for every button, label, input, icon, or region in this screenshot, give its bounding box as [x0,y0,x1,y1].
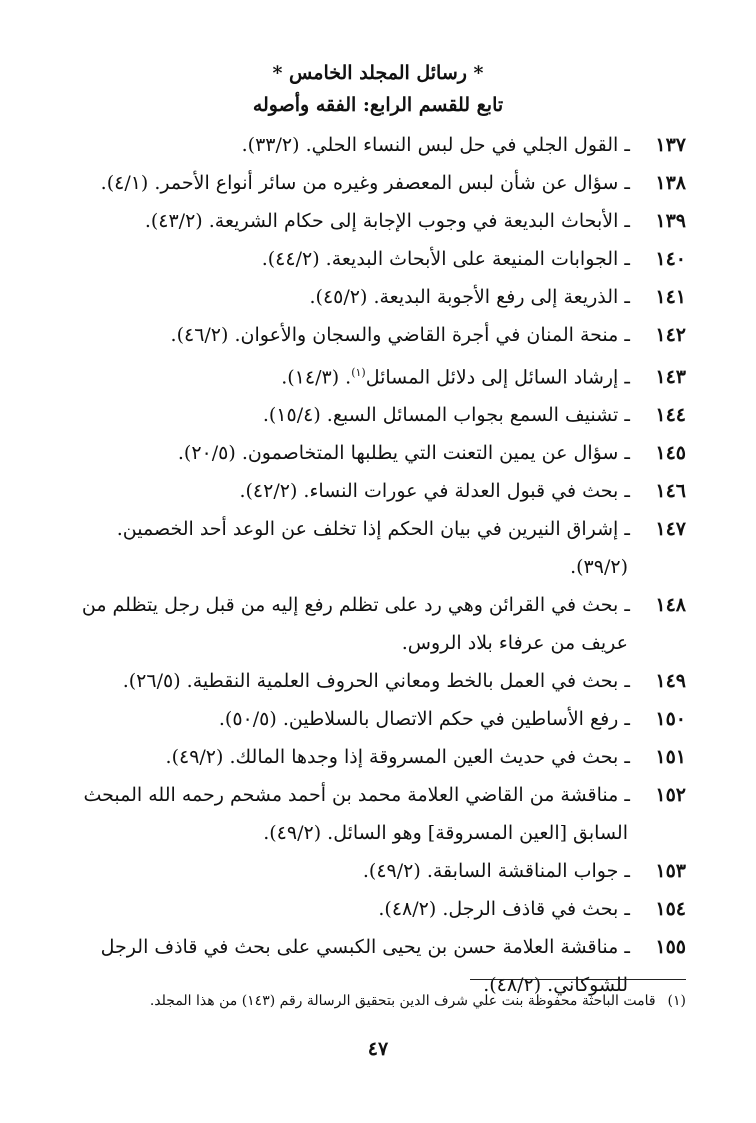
list-item: ١٣٧ ـ القول الجلي في حل لبس النساء الحلي. (٣٣/٢). [74,126,686,164]
entry-title: مناقشة من القاضي العلامة محمد بن أحمد مشحم رحمه الله المبحث السابق [العين المسروقة] وهو السائل. [83,784,628,845]
list-item: ١٥٤ ـ بحث في قاذف الرجل. (٤٨/٢). [74,890,686,928]
entry-title: القول الجلي في حل لبس النساء الحلي. [305,134,619,156]
entry-number: ١٣٩ [655,210,686,232]
volume-title: * رسائل المجلد الخامس * [272,62,484,84]
entry-title: بحث في قاذف الرجل. [442,898,619,921]
list-item: ١٤٣ ـ إرشاد السائل إلى دلائل المسائل$^{(١)}$. (١٤/٣). [74,354,686,396]
list-item: ١٤٢ ـ منحة المنان في أجرة القاضي والسجان والأعوان. (٤٦/٢). [74,316,686,354]
entry-number: ١٤٠ [655,248,686,270]
entry-reference: (٤٩/٢). [263,822,322,845]
entry-reference: (٤٣/٢). [144,210,203,232]
entry-title: منحة المنان في أجرة القاضي والسجان والأعوان. [234,324,619,346]
entry-number: ١٤٤ [655,404,686,427]
entry-number: ١٤١ [655,286,686,308]
footnote-marker: (١) [351,366,366,379]
entry-title: رفع الأساطين في حكم الاتصال بالسلاطين. [282,708,619,731]
entry-reference: (٤٥/٢). [309,286,368,308]
entry-title: بحث في العمل بالخط ومعاني الحروف العلمية النقطية. [186,670,619,693]
entry-reference: (١٥/٤). [262,404,321,427]
entry-number: ١٥٠ [655,708,686,731]
entry-number: ١٤٧ [655,518,686,541]
footnote-text: قامت الباحثة محفوظة بنت علي شرف الدين بتحقيق الرسالة رقم (١٤٣) من هذا المجلد. [149,993,656,1009]
entry-list [74,126,686,1004]
entry-number: ١٤٩ [655,670,686,693]
entry-number: ١٥١ [655,746,686,769]
list-item: ١٤١ ـ الذريعة إلى رفع الأجوبة البديعة. (٤٥/٢). [74,278,686,316]
entry-title: الأبحاث البديعة في وجوب الإجابة إلى حكام الشريعة. [208,210,619,232]
entry-number: ١٥٣ [655,860,686,883]
page-number: ٤٧ [367,1038,389,1060]
entry-reference: (٤٤/٢). [261,248,320,270]
list-item: ١٤٤ ـ تشنيف السمع بجواب المسائل السبع. (١٥/٤). [74,396,686,434]
entry-reference: (٢٠/٥). [177,442,236,465]
entry-reference: (٣٣/٢). [241,134,300,156]
entry-number: ١٥٥ [655,936,686,959]
entry-title: بحث في قبول العدلة في عورات النساء. [303,480,619,503]
list-item: ١٥١ ـ بحث في حديث العين المسروقة إذا وجدها المالك. (٤٩/٢). [74,738,686,776]
list-item: ١٣٨ ـ سؤال عن شأن لبس المعصفر وغيره من سائر أنواع الأحمر. (٤/١). [74,164,686,202]
entry-number: ١٤٢ [655,324,686,346]
entry-reference: (٢٦/٥). [122,670,181,693]
entry-reference: (٤٢/٢). [239,480,298,503]
section-subtitle: تابع للقسم الرابع: الفقه وأصوله [252,94,504,116]
entry-title: جواب المناقشة السابقة. [426,860,619,883]
entry-reference: (٤٩/٢). [362,860,421,883]
entry-number: ١٥٢ [655,784,686,807]
entry-number: ١٥٤ [655,898,686,921]
entry-reference: (٣٩/٢). [570,556,628,579]
entry-title: سؤال عن يمين التعنت التي يطلبها المتخاصمون. [241,442,619,465]
list-item: ١٤٧ ـ إشراق النيرين في بيان الحكم إذا تخلف عن الوعد أحد الخصمين. (٣٩/٢). [74,510,686,586]
list-item: ١٤٨ ـ بحث في القرائن وهي رد على تظلم رفع إليه من قبل رجل يتظلم من عريف من عرفاء بلاد الروس. [74,586,686,662]
entry-number: ١٣٧ [655,134,686,156]
entry-reference: (٤٦/٢). [170,324,229,346]
entry-reference: (٤٩/٢). [165,746,224,769]
list-item: ١٣٩ ـ الأبحاث البديعة في وجوب الإجابة إلى حكام الشريعة. (٤٣/٢). [74,202,686,240]
entry-reference: . (١٤/٣). [281,366,352,389]
entry-title: إشراق النيرين في بيان الحكم إذا تخلف عن الوعد أحد الخصمين. [116,518,619,541]
entry-number: ١٤٨ [655,594,686,617]
entry-title: سؤال عن شأن لبس المعصفر وغيره من سائر أنواع الأحمر. [154,172,619,194]
list-item: ١٥٥ ـ مناقشة العلامة حسن بن يحيى الكبسي على بحث في قاذف الرجل للشوكاني. (٤٨/٢). [74,928,686,1004]
entry-title: إرشاد السائل إلى دلائل المسائل [365,366,619,389]
entry-reference: (٥٠/٥). [218,708,277,731]
list-item: ١٤٠ ـ الجوابات المنيعة على الأبحاث البديعة. (٤٤/٢). [74,240,686,278]
entry-title: تشنيف السمع بجواب المسائل السبع. [326,404,619,427]
entry-title: مناقشة العلامة حسن بن يحيى الكبسي على بحث في قاذف الرجل للشوكاني. [100,936,628,997]
entry-title: الجوابات المنيعة على الأبحاث البديعة. [325,248,619,270]
footnote-divider [470,979,686,980]
entry-reference: (٤٨/٢). [378,898,437,921]
entry-number: ١٣٨ [655,172,686,194]
entry-reference: (٤/١). [100,172,149,194]
list-item: ١٤٩ ـ بحث في العمل بالخط ومعاني الحروف العلمية النقطية. (٢٦/٥). [74,662,686,700]
list-item: ١٥٢ ـ مناقشة من القاضي العلامة محمد بن أحمد مشحم رحمه الله المبحث السابق [العين المسروقة] وهو السائل. (٤٩/٢). [74,776,686,852]
list-item: ١٤٥ ـ سؤال عن يمين التعنت التي يطلبها المتخاصمون. (٢٠/٥). [74,434,686,472]
entry-title: بحث في حديث العين المسروقة إذا وجدها المالك. [229,746,619,769]
list-item: ١٤٦ ـ بحث في قبول العدلة في عورات النساء. (٤٢/٢). [74,472,686,510]
entry-title: بحث في القرائن وهي رد على تظلم رفع إليه من قبل رجل يتظلم من عريف من عرفاء بلاد الروس. [81,594,628,655]
footnote [66,990,686,1012]
entry-title: الذريعة إلى رفع الأجوبة البديعة. [373,286,619,308]
entry-number: ١٤٥ [655,442,686,465]
footnote-number: (١) [667,993,686,1009]
list-item: ١٥٠ ـ رفع الأساطين في حكم الاتصال بالسلاطين. (٥٠/٥). [74,700,686,738]
entry-number: ١٤٣ [655,366,686,389]
list-item: ١٥٣ ـ جواب المناقشة السابقة. (٤٩/٢). [74,852,686,890]
entry-reference: (٤٨/٢). [483,974,542,997]
entry-number: ١٤٦ [655,480,686,503]
